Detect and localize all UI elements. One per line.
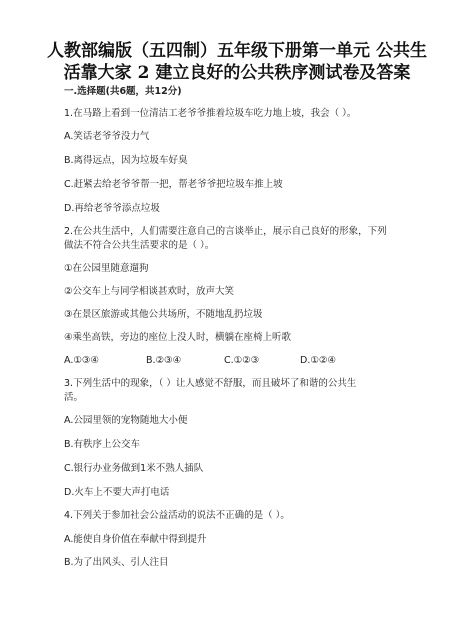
question-2-item-2: ②公交车上与同学相谈甚欢时，放声大笑 <box>64 286 235 297</box>
question-2-item-4: ④乘坐高铁，旁边的座位上没人时，横躺在座椅上听歌 <box>64 332 292 343</box>
question-1-option-a: A.笑话老爷爷没力气 <box>64 131 150 142</box>
question-2-option-c: C.①②③ <box>224 355 260 366</box>
question-3-stem-line-1: 3.下列生活中的现象，（ ）让人感觉不舒服，而且破坏了和谐的公共生 <box>64 378 357 389</box>
question-3-option-b: B.有秩序上公交车 <box>64 439 141 450</box>
question-4-option-a: A.能使自身价值在奉献中得到提升 <box>64 534 207 545</box>
question-2-options <box>64 355 424 367</box>
question-4-option-b: B.为了出风头、引人注目 <box>64 557 169 568</box>
question-2-stem-line-2: 做法不符合公共生活要求的是（ ）。 <box>64 240 215 251</box>
question-3-stem-line-2: 活。 <box>64 392 84 403</box>
question-3-option-c: C.银行办业务做到1米不熟人插队 <box>64 463 204 474</box>
question-3-option-d: D.火车上不要大声打电话 <box>64 487 170 498</box>
question-2-option-b: B.②③④ <box>146 355 182 366</box>
question-3-option-a: A.公园里领的宠物随地大小便 <box>64 415 188 426</box>
question-2-item-1: ①在公园里随意遛狗 <box>64 263 149 274</box>
section-heading: 一.选择题(共6题，共12分) <box>64 86 182 97</box>
question-2-option-d: D.①②④ <box>300 355 336 366</box>
document-title-line-2: 活靠大家 2 建立良好的公共秩序测试卷及答案 <box>63 63 411 83</box>
question-1-stem: 1.在马路上看到一位清洁工老爷爷推着垃圾车吃力地上坡，我会（ ）。 <box>64 108 357 119</box>
document-title-line-1: 人教部编版（五四制）五年级下册第一单元 公共生 <box>47 41 427 61</box>
question-2-item-3: ③在景区旅游或其他公共场所，不随地乱扔垃圾 <box>64 309 263 320</box>
question-1-option-b: B.离得远点，因为垃圾车好臭 <box>64 155 188 166</box>
question-2-stem-line-1: 2.在公共生活中，人们需要注意自己的言谈举止，展示自己良好的形象，下列 <box>64 226 387 237</box>
question-1-option-d: D.再给老爷爷添点垃圾 <box>64 203 160 214</box>
question-1-option-c: C.赶紧去给老爷爷帮一把，帮老爷爷把垃圾车推上坡 <box>64 179 283 190</box>
question-2-option-a: A.①③④ <box>64 355 99 366</box>
question-4-stem: 4.下列关于参加社会公益活动的说法不正确的是（ ）。 <box>64 510 290 521</box>
